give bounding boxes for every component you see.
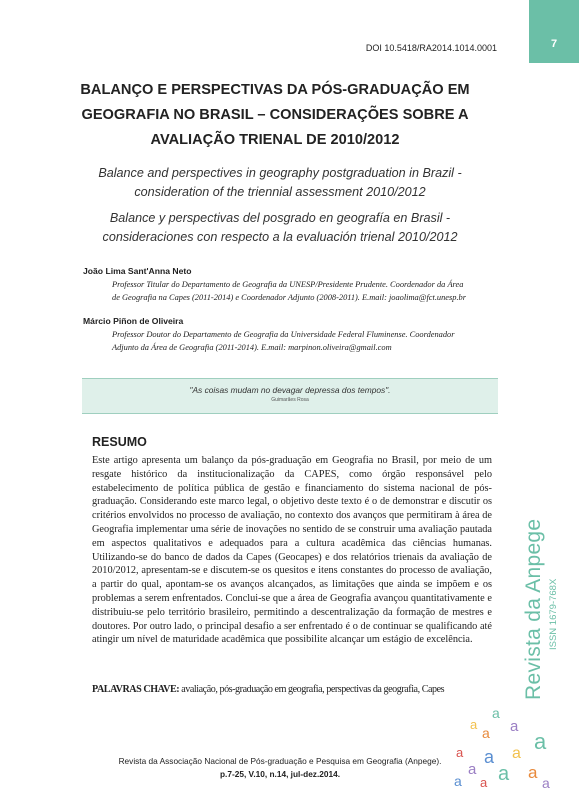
- journal-name-vertical: Revista da Anpege: [522, 518, 545, 700]
- footer-line: p.7-25, V.10, n.14, jul-dez.2014.: [219, 768, 341, 779]
- logo-letter: a: [456, 745, 464, 760]
- footer-line: Revista da Associação Nacional de Pós-graduação e Pesquisa em Geografia (Anpege).: [118, 756, 442, 766]
- issn-vertical: ISSN 1679-768X: [548, 578, 559, 650]
- affiliation-line: Professor Doutor do Departamento de Geografia da Universidade Federal Fluminense. Coordenador: [112, 330, 455, 339]
- keywords-line: [92, 683, 492, 696]
- subtitle-spanish: [70, 209, 490, 247]
- author-name: João Lima Sant'Anna Neto: [83, 266, 192, 276]
- author-affiliation: [112, 278, 507, 304]
- logo-letter: a: [512, 745, 521, 762]
- doi-label: DOI 10.5418/RA2014.1014.0001: [365, 43, 497, 53]
- subtitle-line: consideraciones con respecto a la evaluación trienal 2010/2012: [102, 230, 458, 244]
- epigraph-author: Guimarães Rosa: [271, 397, 309, 403]
- epigraph-text: "As coisas mudam no devagar depressa dos tempos".: [189, 385, 391, 395]
- logo-letter: a: [484, 747, 495, 767]
- journal-footer: [70, 755, 490, 780]
- subtitle-line: Balance y perspectivas del posgrado en geografía en Brasil -: [109, 211, 451, 225]
- abstract-text: Este artigo apresenta um balanço da pós-graduação em Geografia no Brasil, por meio de um resgate histórico da institucionalização da CAPES, como órgão responsável pelo estabelecimento de política pública de gestão e financiamento do sistema nacional de pós-graduação. Considerando este marco legal, o objetivo deste texto é o de demonstrar e discutir os critérios envolvidos no processo de avaliação, no contexto dos avanços que permitiram à área de Geografia implementar uma série de inovações no sentido de se construir uma avaliação pautada em aspectos qualitativos e adequados para a cultura acadêmica das ciências humanas. Utilizando-se do banco de dados da Capes (Geocapes) e dos relatórios trienais da avaliação de 2010/2012, apresentam-se e discutem-se os quesitos e itens constantes do processo de avaliação, a partir do qual, apontam-se os avanços alcançados, as limitações que ainda se impõem e os problemas a serem enfrentados. Conclui-se que a área de Geografia avançou quantitativamente e distribuiu-se pelo território brasileiro, permitindo a descentralização da formação de mestres e doutores. Por outro lado, o principal desafio a ser enfrentado é o de continuar se qualificando até atingir um nível de maturidade acadêmica que possibilite alcançar um estágio de excelência.: [92, 455, 492, 646]
- logo-letter: a: [542, 775, 550, 791]
- logo-letter: a: [468, 761, 477, 778]
- logo-letter: a: [498, 763, 510, 785]
- logo-letter: a: [534, 729, 547, 754]
- author-name: Márcio Piñon de Oliveira: [83, 316, 184, 326]
- keywords-label: PALAVRAS CHAVE:: [92, 684, 180, 695]
- logo-letter: a: [510, 718, 519, 735]
- logo-letter: a: [470, 717, 478, 732]
- subtitle-line: consideration of the triennial assessment 2010/2012: [134, 185, 426, 199]
- anpege-logo: [450, 705, 560, 795]
- logo-letter: a: [482, 725, 490, 741]
- subtitle-line: Balance and perspectives in geography postgraduation in Brazil -: [98, 166, 462, 180]
- title-line: BALANÇO E PERSPECTIVAS DA PÓS-GRADUAÇÃO EM: [80, 82, 470, 98]
- abstract-heading: RESUMO: [92, 435, 147, 449]
- logo-letter: a: [480, 775, 488, 790]
- page-number: 7: [550, 38, 558, 50]
- affiliation-line: de Geografia na Capes (2011-2014) e Coordenador Adjunto (2008-2011). E.mail: joaolima@fct.unesp.br: [112, 293, 466, 302]
- author-affiliation: [112, 328, 507, 354]
- page-number-tab: [529, 0, 579, 63]
- affiliation-line: Adjunto da Área de Geografia (2011-2014). E.mail: marpinon.oliveira@gmail.com: [112, 343, 392, 352]
- epigraph-box: [82, 378, 498, 414]
- affiliation-line: Professor Titular do Departamento de Geografia da UNESP/Presidente Prudente. Coordenador da Área: [112, 280, 464, 289]
- subtitle-english: [70, 164, 490, 202]
- title-line: AVALIAÇÃO TRIENAL DE 2010/2012: [150, 132, 400, 148]
- logo-letter: a: [492, 705, 500, 721]
- keywords-list: avaliação, pós-graduação em geografia, perspectivas da geografia, Capes: [179, 684, 445, 695]
- article-title: [60, 78, 490, 153]
- logo-letter: a: [528, 763, 538, 782]
- title-line: GEOGRAFIA NO BRASIL – CONSIDERAÇÕES SOBRE A: [81, 107, 469, 123]
- logo-letter: a: [454, 773, 462, 789]
